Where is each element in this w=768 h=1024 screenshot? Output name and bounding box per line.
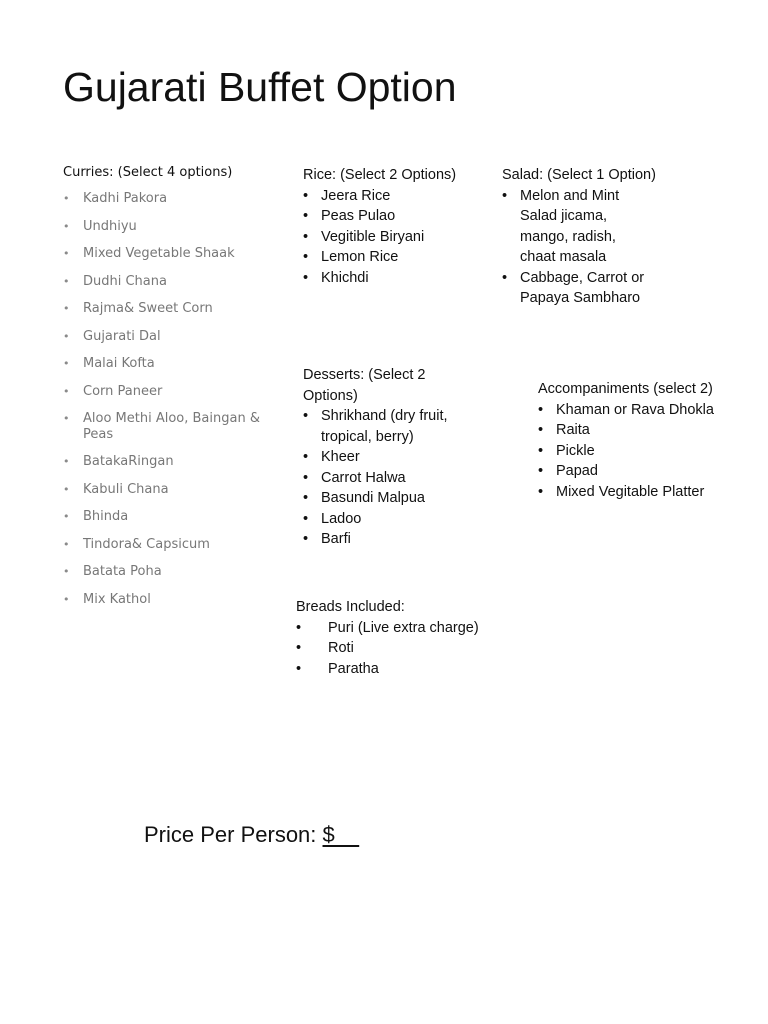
bullet-icon: • (63, 247, 70, 260)
bullet-icon: • (63, 219, 70, 233)
list-item: • Vegitible Biryani (303, 227, 493, 248)
list-item: • Dudhi Chana (63, 273, 167, 289)
bullet-icon: • (303, 531, 309, 547)
list-item: • Peas Pulao (303, 206, 493, 227)
bullet-icon: • (303, 469, 309, 486)
list-item: • Khichdi (303, 268, 493, 289)
bullet-icon: • (502, 269, 508, 286)
list-item: • Raita (538, 420, 758, 441)
list-item: • Malai Kofta (63, 356, 155, 371)
list-item: • Cabbage, Carrot or Papaya Sambharo (502, 269, 645, 306)
bullet-icon: • (303, 510, 309, 527)
list-item: • Rajma& Sweet Corn (63, 301, 213, 316)
desserts-list (303, 406, 503, 550)
bullet-icon: • (63, 455, 70, 468)
bullet-icon: • (303, 269, 309, 286)
desserts-heading: Desserts: (Select 2 Options) (303, 367, 426, 404)
price-label: Price Per Person: (144, 822, 323, 847)
page-title: Gujarati Buffet Option (63, 64, 457, 110)
list-item: • Puri (Live extra charge) (296, 618, 516, 639)
rice-section (303, 165, 493, 288)
list-item: • Kabuli Chana (63, 481, 169, 497)
breads-list (296, 618, 516, 680)
bullet-icon: • (63, 510, 70, 523)
list-item: • Roti (296, 638, 516, 659)
bullet-icon: • (303, 228, 309, 245)
bullet-icon: • (538, 483, 544, 500)
list-item: • Corn Paneer (63, 383, 163, 399)
price-blank: $ (322, 822, 360, 847)
list-item: • Kadhi Pakora (63, 191, 168, 206)
accompaniments-list (538, 400, 758, 503)
list-item: • Mixed Vegitable Platter (538, 482, 758, 503)
bullet-icon: • (538, 401, 544, 418)
bullet-icon: • (303, 208, 309, 224)
bullet-icon: • (303, 449, 309, 465)
list-item: • Khaman or Rava Dhokla (538, 400, 758, 421)
list-item: • Papad (538, 461, 758, 482)
list-item: • Undhiyu (63, 218, 137, 234)
curries-heading: Curries: (Select 4 options) (63, 165, 233, 180)
price-per-person (144, 820, 359, 850)
list-item: • Pickle (538, 441, 758, 462)
list-item: • Kheer (303, 447, 503, 468)
breads-section (296, 597, 516, 679)
list-item: • Carrot Halwa (303, 468, 503, 489)
list-item: • Paratha (296, 659, 516, 680)
rice-heading: Rice: (Select 2 Options) (303, 167, 457, 183)
list-item: • Bhinda (63, 509, 129, 524)
list-item: • Melon and Mint Salad jicama, mango, radish, chaat masala (502, 187, 620, 265)
bullet-icon: • (538, 463, 544, 479)
list-item: • Batata Poha (63, 564, 162, 579)
list-item: • Tindora& Capsicum (63, 536, 210, 552)
list-item: • BatakaRingan (63, 454, 174, 469)
bullet-icon: • (538, 422, 544, 438)
bullet-icon: • (63, 192, 70, 205)
bullet-icon: • (296, 640, 302, 656)
list-item: • Lemon Rice (303, 247, 493, 268)
list-item: • Mix Kathol (63, 591, 151, 607)
curries-section (63, 164, 273, 619)
desserts-section (303, 365, 503, 550)
bullet-icon: • (303, 408, 309, 424)
bullet-icon: • (63, 274, 70, 288)
bullet-icon: • (63, 302, 70, 315)
rice-list (303, 186, 493, 289)
bullet-icon: • (303, 249, 309, 265)
bullet-icon: • (63, 412, 70, 425)
list-item: • Gujarati Dal (63, 328, 161, 344)
bullet-icon: • (63, 384, 70, 398)
bullet-icon: • (296, 660, 302, 677)
bullet-icon: • (63, 592, 70, 606)
list-item: • Jeera Rice (303, 186, 493, 207)
salad-section (502, 165, 692, 309)
bullet-icon: • (63, 537, 70, 551)
bullet-icon: • (303, 490, 309, 506)
salad-heading: Salad: (Select 1 Option) (502, 167, 656, 183)
bullet-icon: • (538, 442, 544, 459)
accompaniments-heading: Accompaniments (select 2) (538, 381, 713, 397)
bullet-icon: • (63, 357, 70, 370)
bullet-icon: • (303, 187, 309, 204)
list-item: • Shrikhand (dry fruit, tropical, berry) (303, 408, 448, 445)
curries-list (63, 191, 273, 607)
breads-heading: Breads Included: (296, 599, 405, 615)
bullet-icon: • (63, 482, 70, 496)
list-item: • Barfi (303, 529, 503, 550)
list-item: • Aloo Methi Aloo, Baingan & Peas (63, 411, 260, 442)
list-item: • Basundi Malpua (303, 488, 503, 509)
accompaniments-section (538, 379, 758, 502)
bullet-icon: • (296, 619, 302, 636)
salad-list (502, 186, 692, 309)
bullet-icon: • (63, 565, 70, 578)
list-item: • Ladoo (303, 509, 503, 530)
bullet-icon: • (502, 187, 508, 204)
bullet-icon: • (63, 329, 70, 343)
list-item: • Mixed Vegetable Shaak (63, 246, 235, 261)
